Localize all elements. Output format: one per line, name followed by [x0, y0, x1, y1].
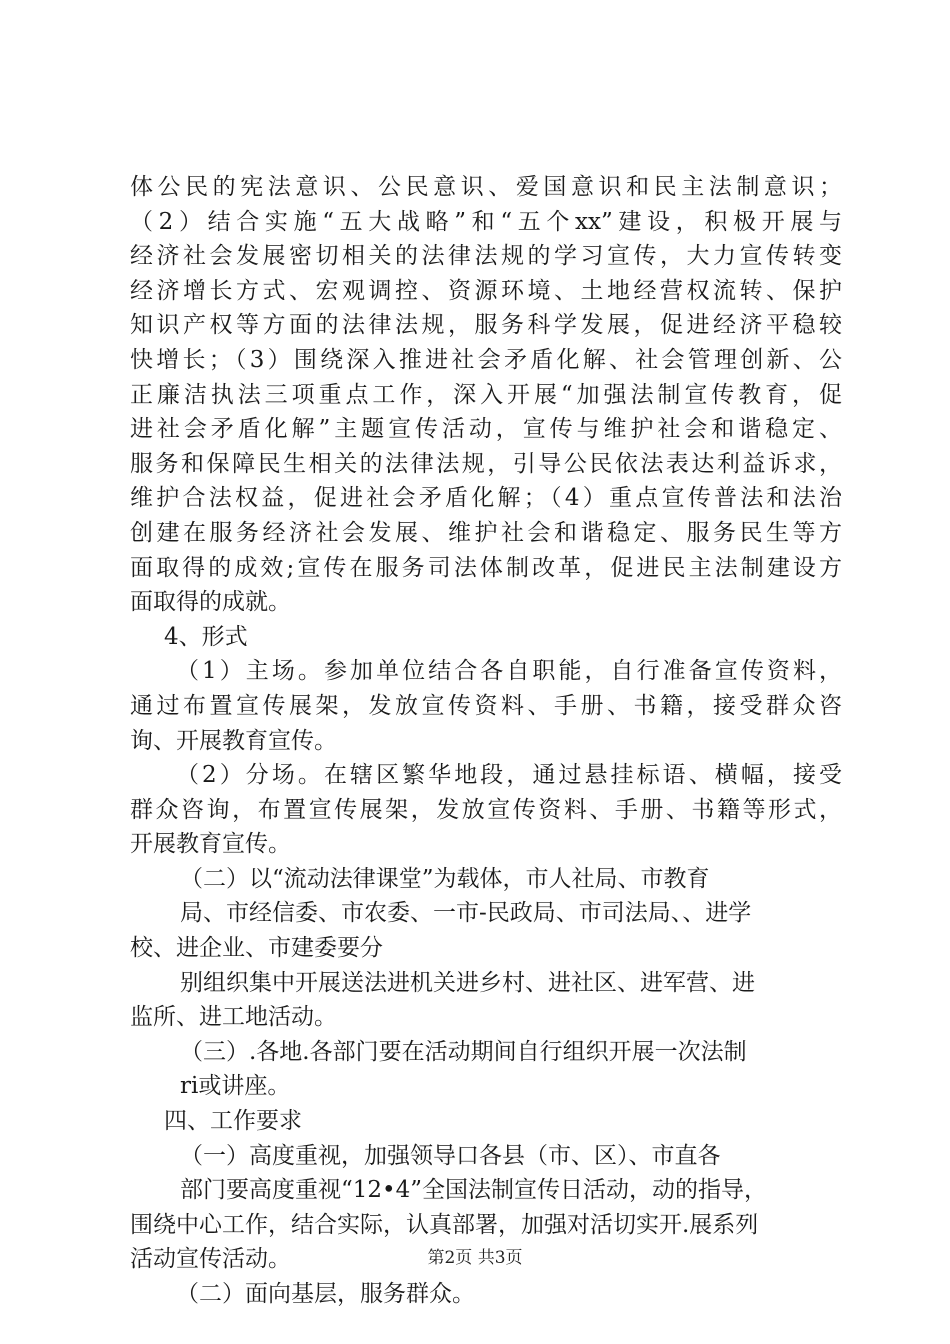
- text-line: 围绕中心工作，结合实际，认真部署，加强对活切实开.展系列: [130, 1211, 759, 1238]
- text-line: 面取得的成效;宣传在服务司法体制改革，促进民主法制建设方: [130, 554, 842, 581]
- section-heading: 4、形式: [164, 623, 248, 650]
- text-line: 服务和保障民生相关的法律法规，引导公民依法表达利益诉求，: [130, 450, 842, 477]
- text-line: 通过布置宣传展架，发放宣传资料、手册、书籍，接受群众咨: [130, 692, 842, 719]
- text-line: 局、市经信委、市农委、一市-民政局、市司法局、、进学: [180, 900, 752, 927]
- text-line: 正廉洁执法三项重点工作，深入开展“加强法制宣传教育，促: [130, 381, 842, 408]
- text-line: 经济增长方式、宏观调控、资源环境、土地经营权流转、保护: [130, 277, 842, 304]
- text-line: （1）主场。参加单位结合各自职能，自行准备宣传资料，: [176, 658, 842, 685]
- text-line: 快增长；（3）围绕深入推进社会矛盾化解、社会管理创新、公: [130, 346, 842, 373]
- text-line: 校、进企业、市建委要分: [130, 935, 383, 962]
- text-line: 开展教育宣传。: [130, 831, 291, 858]
- text-line: 知识产权等方面的法律法规，服务科学发展，促进经济平稳较: [130, 312, 842, 339]
- text-line: （二）面向基层，服务群众。: [176, 1281, 475, 1307]
- text-line: 创建在服务经济社会发展、维护社会和谐稳定、服务民生等方: [130, 519, 842, 546]
- text-line: 群众咨询，布置宣传展架，发放宣传资料、手册、书籍等形式，: [130, 796, 842, 823]
- text-line: 询、开展教育宣传。: [130, 727, 337, 754]
- text-line: 活动宣传活动。: [130, 1246, 291, 1273]
- text-line: （一）高度重视，加强领导口各县（市、区）、市直各: [180, 1142, 721, 1169]
- text-line: 经济社会发展密切相关的法律法规的学习宣传，大力宣传转变: [130, 243, 842, 270]
- text-line: 面取得的成就。: [130, 589, 291, 616]
- text-line: （二）以“流动法律课堂”为载体，市人社局、市教育: [180, 865, 710, 892]
- document-body: [130, 170, 842, 1312]
- text-line: （三）.各地.各部门要在活动期间自行组织开展一次法制: [180, 1038, 747, 1065]
- text-line: 监所、进工地活动。: [130, 1004, 337, 1031]
- text-line: ri或讲座。: [180, 1073, 291, 1100]
- text-line: 维护合法权益，促进社会矛盾化解；（4）重点宣传普法和法治: [130, 485, 842, 512]
- text-line: 体公民的宪法意识、公民意识、爱国意识和民主法制意识；: [130, 174, 842, 200]
- text-line: 部门要高度重视“12•4”全国法制宣传日活动，动的指导，: [180, 1177, 767, 1204]
- text-line: 别组织集中开展送法进机关进乡村、进社区、进军营、进: [180, 969, 755, 996]
- page-footer: 第2页 共3页: [427, 1248, 523, 1268]
- text-line: （2）结合实施“五大战略”和“五个xx”建设，积极开展与: [130, 208, 842, 235]
- section-heading: 四、工作要求: [164, 1108, 302, 1135]
- text-line: 进社会矛盾化解”主题宣传活动，宣传与维护社会和谐稳定、: [130, 416, 842, 443]
- text-line: （2）分场。在辖区繁华地段，通过悬挂标语、横幅，接受: [176, 762, 842, 789]
